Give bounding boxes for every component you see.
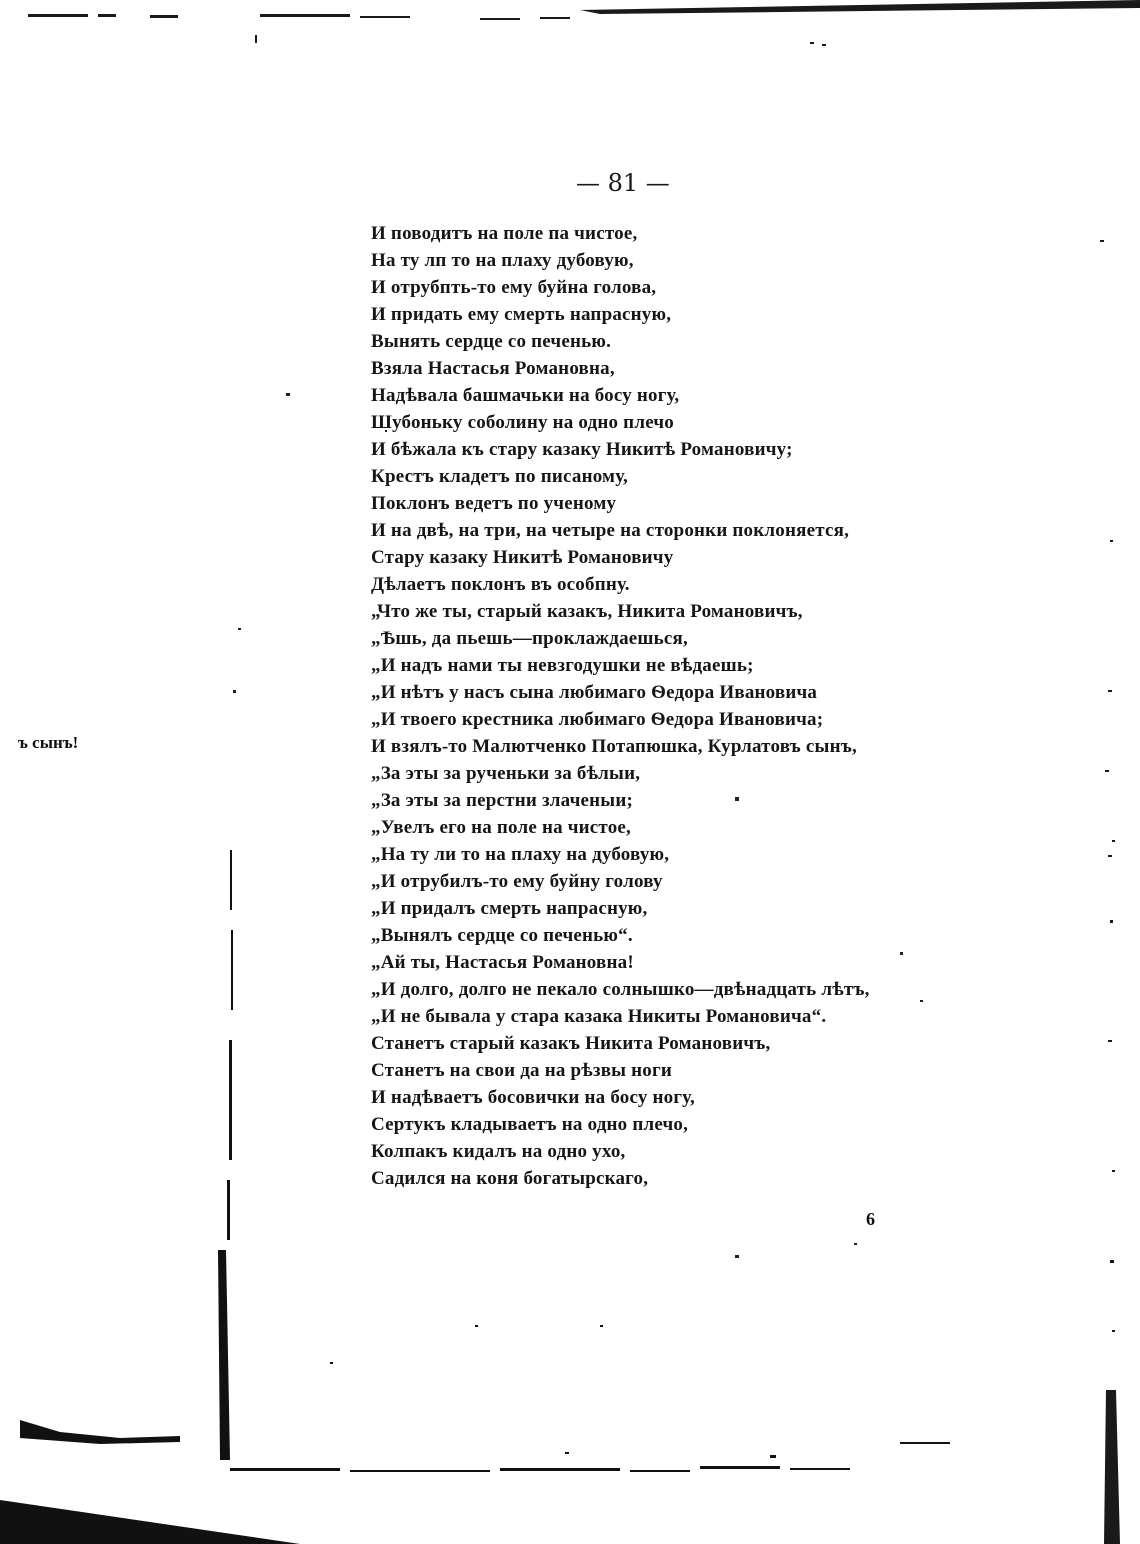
poem-line: Шубоньку соболину на одно плечо (371, 412, 674, 433)
poem-line: Станетъ старый казакъ Никита Романовичъ, (371, 1033, 771, 1054)
signature-mark: 6 (866, 1209, 875, 1229)
poem-line: Станетъ на свои да на рѣзвы ноги (371, 1060, 672, 1081)
poem-line: „И не бывала у стара казака Никиты Романовича“. (371, 1006, 827, 1027)
poem-line: „Увелъ его на поле на чистое, (371, 817, 631, 838)
poem-line: И взялъ-то Малютченко Потапюшка, Курлатовъ сынъ, (371, 736, 857, 757)
poem-line: И на двѣ, на три, на четыре на сторонки поклоняется, (371, 520, 850, 541)
margin-text-fragment: ъ сынъ! (18, 733, 79, 752)
poem-line: „За эты за перстни злаченыи; (371, 790, 633, 811)
poem-line: Поклонъ ведетъ по ученому (371, 493, 617, 514)
poem-line: Надѣвала башмачьки на босу ногу, (371, 385, 680, 406)
poem-line: Вынять сердце со печенью. (371, 331, 612, 352)
bottom-edge-marks (0, 1325, 950, 1544)
page-number: — 81 — (576, 169, 670, 197)
poem-line: „Ѣшь, да пьешь—проклаждаешься, (371, 628, 688, 649)
poem-text (371, 220, 870, 1192)
right-edge-marks (1100, 240, 1120, 1544)
poem-line: „И твоего крестника любимаго Ѳедора Ивановича; (371, 709, 824, 730)
fold-line (218, 850, 233, 1460)
poem-line: „И долго, долго не пекало солнышко—двѣнадцать лѣтъ, (371, 979, 870, 1000)
poem-line: Взяла Настасья Романовна, (371, 358, 615, 379)
poem-line: „И придалъ смерть напрасную, (371, 898, 648, 919)
poem-line: „И нѣтъ у насъ сына любимаго Ѳедора Ивановича (371, 682, 818, 703)
poem-line: Колпакъ кидалъ на одно ухо, (371, 1141, 626, 1162)
poem-line: „И надъ нами ты невзгодушки не вѣдаешь; (371, 655, 754, 676)
poem-line: И поводитъ на поле па чистое, (371, 223, 638, 244)
poem-line: Сертукъ кладываетъ на одно плечо, (371, 1114, 689, 1135)
poem-line: На ту лп то на плаху дубовую, (371, 250, 634, 271)
poem-line: Стару казаку Никитѣ Романовичу (371, 547, 674, 568)
poem-line: „Вынялъ сердце со печенью“. (371, 925, 633, 946)
poem-line: И придать ему смерть напрасную, (371, 304, 672, 325)
poem-line: „За эты за рученьки за бѣлыи, (371, 763, 641, 784)
poem-line: „Ай ты, Настасья Романовна! (371, 952, 634, 973)
poem-line: Крестъ кладетъ по писаному, (371, 466, 628, 487)
poem-line: „Что же ты, старый казакъ, Никита Романовичъ, (371, 601, 803, 622)
poem-line: Дѣлаетъ поклонъ въ особпну. (371, 574, 630, 595)
top-edge-marks (28, 0, 1140, 46)
poem-line: „На ту ли то на плаху на дубовую, (371, 844, 670, 865)
poem-line: „И отрубилъ-то ему буйну голову (371, 871, 663, 892)
poem-line: И бѣжала къ стару казаку Никитѣ Романовичу; (371, 439, 793, 460)
poem-line: Садился на коня богатырскаго, (371, 1168, 649, 1189)
poem-line: И надѣваетъ босовички на босу ногу, (371, 1087, 695, 1108)
poem-line: И отрубпть-то ему буйна голова, (371, 277, 657, 298)
